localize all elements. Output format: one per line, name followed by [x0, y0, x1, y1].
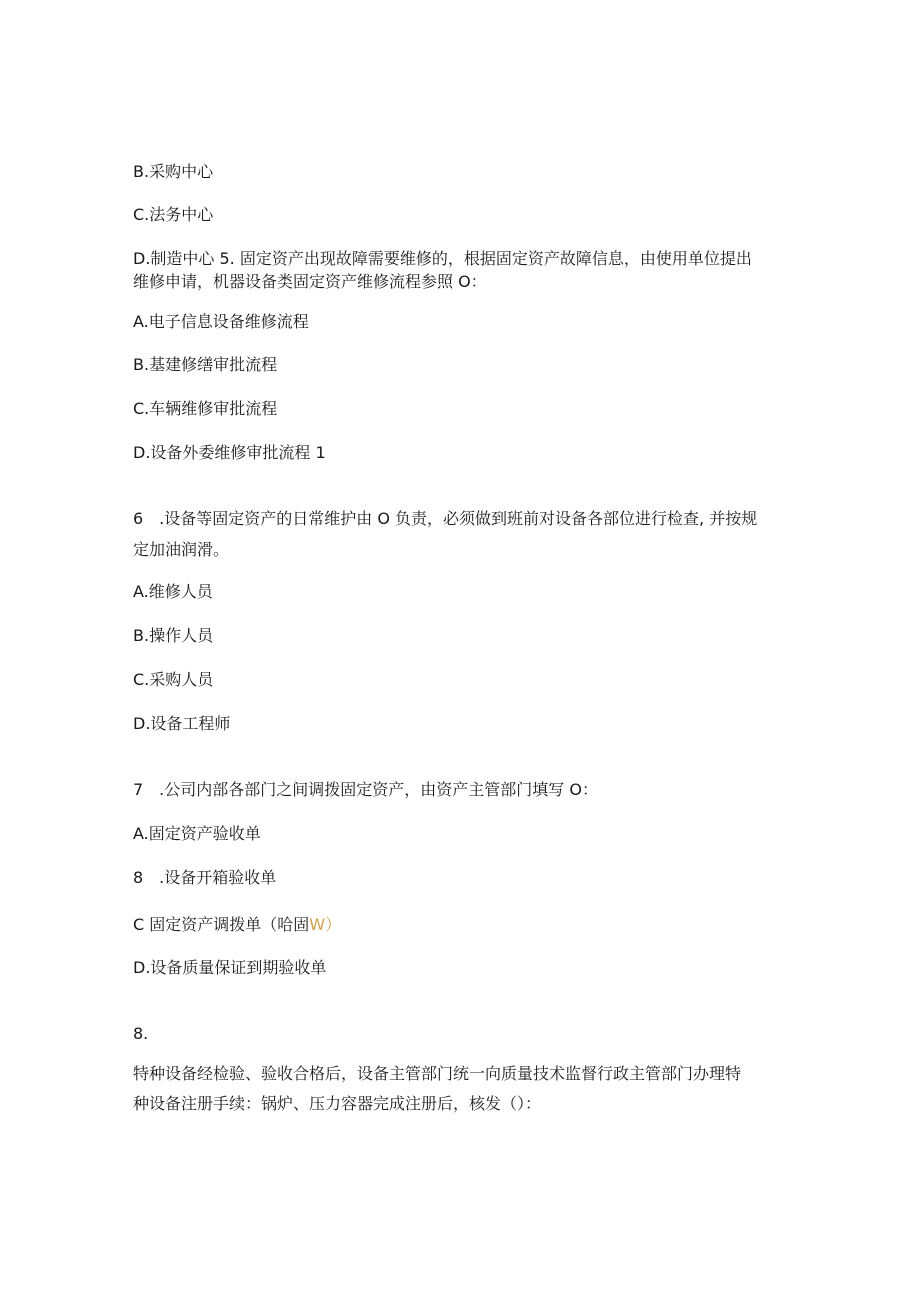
- question-6-line-1: 6 .设备等固定资产的日常维护由 O 负责，必须做到班前对设备各部位进行检查, 并按规: [133, 509, 758, 528]
- q7-option-a: A.固定资产验收单: [133, 824, 261, 843]
- question-8-line-2: 种设备注册手续：锅炉、压力容器完成注册后，核发（）：: [133, 1094, 542, 1113]
- q7-option-c-accent: W）: [309, 915, 342, 934]
- q7-option-c: [133, 914, 341, 936]
- q6-option-a: A.维修人员: [133, 582, 213, 601]
- q5-option-d: D.设备外委维修审批流程 1: [133, 443, 326, 462]
- option-b-procurement-center: B.采购中心: [133, 162, 214, 181]
- option-d-and-question-5-line-1: D.制造中心 5. 固定资产出现故障需要维修的，根据固定资产故障信息，由使用单位提出: [133, 249, 752, 268]
- question-8-item: 8 .设备开箱验收单: [133, 868, 277, 887]
- option-c-legal-center: C.法务中心: [133, 205, 214, 224]
- question-8-line-1: 特种设备经检验、验收合格后，设备主管部门统一向质量技术监督行政主管部门办理特: [133, 1064, 742, 1083]
- question-7: 7 .公司内部各部门之间调拨固定资产，由资产主管部门填写 O：: [133, 780, 598, 799]
- q7-option-c-text: C 固定资产调拨单（哈固: [133, 915, 310, 934]
- q5-option-b: B.基建修缮审批流程: [133, 355, 278, 374]
- question-5-line-2: 维修申请，机器设备类固定资产维修流程参照 O：: [133, 272, 487, 291]
- q5-option-c: C.车辆维修审批流程: [133, 399, 278, 418]
- q5-option-a: A.电子信息设备维修流程: [133, 312, 309, 331]
- q6-option-b: B.操作人员: [133, 626, 214, 645]
- q6-option-d: D.设备工程师: [133, 714, 231, 733]
- question-8-number: 8.: [133, 1024, 149, 1043]
- q7-option-d: D.设备质量保证到期验收单: [133, 958, 327, 977]
- q6-option-c: C.采购人员: [133, 670, 214, 689]
- question-6-line-2: 定加油润滑。: [133, 540, 230, 559]
